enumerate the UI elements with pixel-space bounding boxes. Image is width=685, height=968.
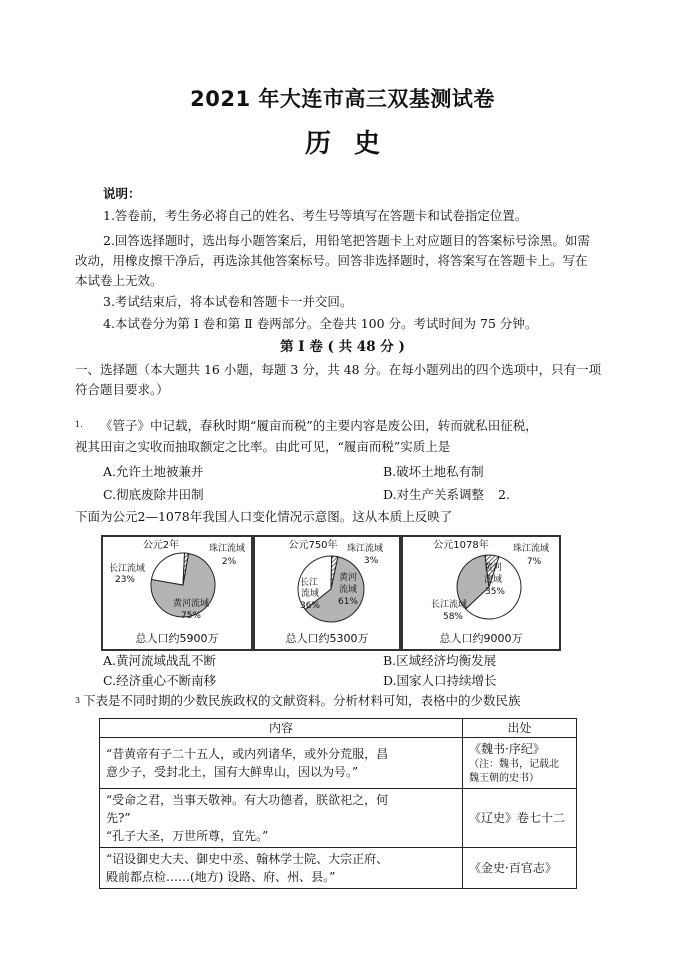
content-cell	[100, 789, 463, 848]
instruction-line: 2.回答选择题时，选出每小题答案后，用铅笔把答题卡上对应题目的答案标号涂黑。如需	[103, 233, 590, 248]
pie-chart-panel	[101, 535, 253, 651]
pie-slice	[151, 553, 184, 585]
slice-name-label: 流域	[483, 575, 503, 585]
content-line: 意少子，受封北土，国有大鲜卑山，因以为号。”	[106, 765, 359, 779]
question-stem: 《管子》中记载，春秋时期“履亩而税”的主要内容是废公田，转而就私田征税，	[100, 418, 538, 433]
table-header-row	[100, 719, 577, 738]
slice-name-label: 黄河	[483, 563, 503, 573]
instruction-line: 4.本试卷分为第 Ⅰ 卷和第 Ⅱ 卷两部分。全卷共 100 分。考试时间为 75 分钟。	[103, 316, 538, 331]
option-a: A.允许土地被兼并	[103, 464, 204, 479]
pie-chart-panel	[401, 535, 561, 651]
chart-total-label: 总人口约5300万	[285, 632, 369, 645]
pie-chart	[103, 537, 251, 649]
content-cell	[100, 848, 463, 889]
instructions-heading: 说明：	[103, 186, 141, 201]
pie-chart	[255, 537, 399, 649]
question-number: 3	[75, 696, 81, 705]
chart-title: 公元2年	[142, 540, 180, 551]
option-c: C.彻底废除井田制	[103, 487, 204, 502]
source-cell: 《金史·百官志》	[463, 848, 577, 889]
content-line: “诏设御史大夫、御史中丞、翰林学士院、大宗正府、	[106, 852, 389, 866]
slice-value-label: 7%	[526, 557, 542, 567]
slice-value-label: 23%	[114, 575, 136, 585]
content-line: 先?”	[106, 811, 131, 825]
section-intro: 符合题目要求。）	[75, 382, 169, 397]
option-a: A.黄河流域战乱不断	[103, 653, 217, 668]
question-stem: 下面为公元2—1078年我国人口变化情况示意图。这从本质上反映了	[75, 509, 453, 524]
content-line: “受命之君，当事天敬神。有大功德者，朕欲祀之，何	[106, 793, 389, 807]
header-content: 内容	[100, 719, 463, 738]
content-line: “昔黄帝有子二十五人，或内列诸华，或外分荒服，昌	[106, 747, 389, 761]
slice-name-label: 长江	[299, 578, 319, 588]
question-number: 1.	[75, 420, 83, 429]
instruction-line: 本试卷上无效。	[75, 273, 163, 288]
source-note: （注：魏书，记载北	[469, 759, 559, 770]
exam-title: 2021 年大连市高三双基测试卷	[190, 87, 495, 111]
source-note: 魏王朝的史书）	[469, 773, 539, 784]
instruction-line: 改动，用橡皮擦干净后，再选涂其他答案标号。回答非选择题时，将答案写在答题卡上。写在	[75, 253, 588, 268]
slice-name-label: 黄河	[338, 573, 358, 583]
table-row	[100, 738, 577, 789]
slice-value-label: 2%	[221, 557, 237, 567]
slice-name-label: 珠江流域	[208, 544, 246, 554]
content-cell	[100, 738, 463, 789]
slice-name-label: 流域	[300, 589, 320, 599]
slice-name-label: 黄河流域	[172, 599, 210, 609]
chart-title: 公元1078年	[433, 540, 489, 551]
table-row	[100, 848, 577, 889]
instruction-line: 1.答卷前，考生务必将自己的姓名、考生号等填写在答题卡和试卷指定位置。	[103, 208, 528, 223]
content-line: “孔子大圣，万世所尊，宜先。”	[106, 829, 269, 843]
question-stem: 下表是不同时期的少数民族政权的文献资料。分析材料可知，表格中的少数民族	[83, 693, 521, 708]
pie-chart	[403, 537, 559, 649]
subject-title: 历 史	[304, 129, 381, 159]
slice-name-label: 长江流域	[430, 600, 468, 610]
content-line: 殿前都点检……(地方) 设路、府、州、县。”	[106, 870, 336, 884]
chart-title: 公元750年	[288, 540, 338, 551]
source-cell: 《辽史》卷七十二	[463, 789, 577, 848]
pie-chart-panel	[253, 535, 401, 651]
source-cell	[463, 738, 577, 789]
option-b: B.区域经济均衡发展	[383, 653, 497, 668]
instruction-line: 3.考试结束后，将本试卷和答题卡一并交回。	[103, 294, 353, 309]
chart-total-label: 总人口约5900万	[135, 632, 219, 645]
slice-value-label: 3%	[363, 556, 379, 566]
chart-total-label: 总人口约9000万	[439, 632, 523, 645]
question-stem: 视其田亩之实收而抽取额定之比率。由此可见，“履亩而税”实质上是	[75, 439, 451, 454]
question-number: 2.	[498, 487, 510, 502]
option-d: D.国家人口持续增长	[383, 673, 497, 688]
slice-name-label: 流域	[338, 585, 358, 595]
option-b: B.破坏土地私有制	[383, 464, 484, 479]
slice-value-label: 58%	[442, 612, 464, 622]
slice-name-label: 珠江流域	[346, 544, 384, 554]
option-c: C.经济重心不断南移	[103, 673, 217, 688]
slice-name-label: 珠江流域	[512, 544, 550, 554]
part-one-title: 第 Ⅰ 卷 ( 共 48 分 )	[280, 339, 405, 355]
source-table	[99, 718, 577, 889]
slice-value-label: 36%	[299, 601, 321, 611]
section-intro: 一、选择题（本大题共 16 小题，每题 3 分，共 48 分。在每小题列出的四个选项中，只有一项	[75, 362, 602, 377]
table-row	[100, 789, 577, 848]
slice-name-label: 长江流域	[108, 564, 146, 574]
option-d: D.对生产关系调整	[383, 487, 485, 502]
slice-value-label: 35%	[484, 587, 506, 597]
slice-value-label: 75%	[180, 611, 202, 621]
slice-value-label: 61%	[337, 597, 359, 607]
source-title: 《魏书·序纪》	[469, 742, 545, 756]
header-source: 出处	[463, 719, 577, 738]
